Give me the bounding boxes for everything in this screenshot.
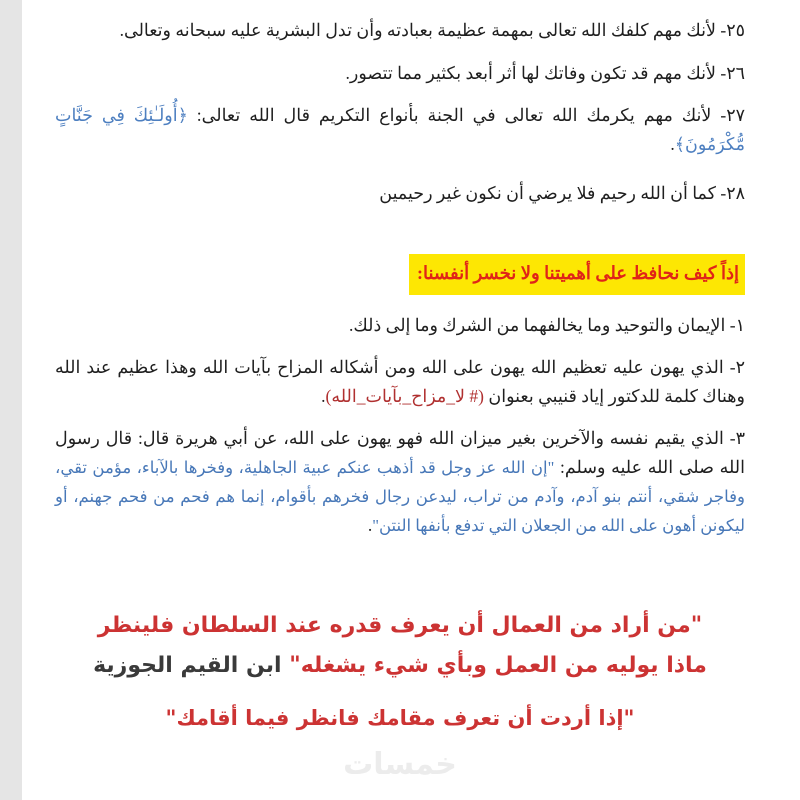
point-27-period: . xyxy=(670,134,675,154)
quote-attribution: ابن القيم الجوزية xyxy=(93,653,290,678)
point-27-text: ٢٧- لأنك مهم يكرمك الله تعالى في الجنة بأنواع التكريم قال الله تعالى: xyxy=(187,105,745,125)
list-point-1: ١- الإيمان والتوحيد وما يخالفهما من الشرك وما إلى ذلك. xyxy=(349,315,745,335)
highlighted-heading-text: إذاً كيف نحافظ على أهميتنا ولا نخسر أنفسنا: xyxy=(409,254,745,295)
quote-1-text: "من أراد من العمال أن يعرف قدره عند السلطان فلينظر ماذا يوليه من العمل وبأي شيء يشغله" xyxy=(97,613,707,678)
list-point-3 xyxy=(55,424,745,540)
page-edge-strip xyxy=(0,0,22,800)
section-heading xyxy=(55,254,745,295)
numbered-point-26: ٢٦- لأنك مهم قد تكون وفاتك لها أثر أبعد بكثير مما تتصور. xyxy=(345,63,745,83)
point-3-period: . xyxy=(367,515,373,535)
point-3-text: ٣- الذي يقيم نفسه والآخرين بغير ميزان الله فهو يهون على الله، عن أبي هريرة قال: قال رسول الله صلى الله عليه وسلم: xyxy=(55,428,746,477)
answer-list xyxy=(55,311,745,540)
point-2-text: ٢- الذي يهون عليه تعظيم الله يهون على الله ومن أشكاله المزاح بآيات الله وهذا عظيم عند الله وهناك كلمة للدكتور إياد قنيبي بعنوان xyxy=(55,357,745,406)
point-2-period: . xyxy=(321,386,326,406)
ibn-alqayyim-quote xyxy=(80,606,720,686)
quote-2-text: "إذا أردت أن تعرف مقامك فانظر فيما أقامك" xyxy=(165,706,635,730)
numbered-point-28: ٢٨- كما أن الله رحيم فلا يرضي أن نكون غير رحيمين xyxy=(379,183,745,203)
quran-verse: ﴿أُولَـٰئِكَ فِي جَنَّاتٍ مُّكْرَمُونَ﴾ xyxy=(55,105,745,154)
document-body xyxy=(55,16,745,733)
closing-quotes xyxy=(55,606,745,733)
list-point-2 xyxy=(55,353,745,411)
hadith-quote: "إن الله عز وجل قد أذهب عنكم عبية الجاهلية، وفخرها بالآباء، مؤمن تقي، وفاجر شقي، أنتم بنو آدم، وآدم من تراب، ليدعن رجال فخرهم بأقوام، إنما هم فحم من فحم جهنم، أو ليكونن أهون على الله من الجعلان التي تدفع بأنفها النتن" xyxy=(55,458,745,535)
numbered-point-27 xyxy=(55,101,745,159)
khamsat-watermark: خمسات xyxy=(343,747,457,782)
numbered-point-25: ٢٥- لأنك مهم كلفك الله تعالى بمهمة عظيمة بعبادته وأن تدل البشرية عليه سبحانه وتعالى. xyxy=(119,20,745,40)
hashtag-text: (# لا_مزاح_بآيات_الله) xyxy=(325,386,484,406)
